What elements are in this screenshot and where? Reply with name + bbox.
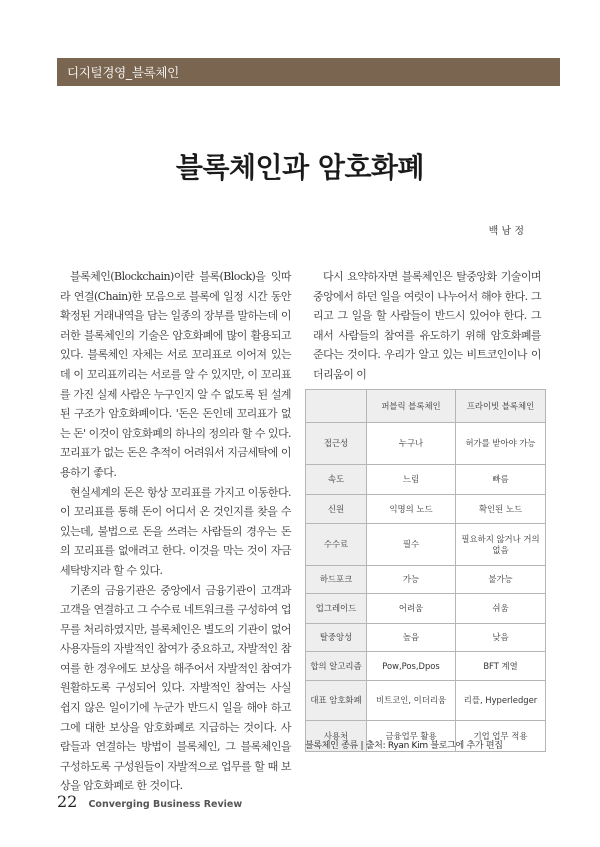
table-cell: 필수 xyxy=(367,524,456,566)
journal-name: Converging Business Review xyxy=(88,799,243,810)
body-right-column xyxy=(313,267,541,385)
table-row xyxy=(306,566,546,594)
table-row xyxy=(306,652,546,681)
table-cell: 높음 xyxy=(367,624,456,652)
table-cell: 빠름 xyxy=(456,465,546,495)
table-row-label: 대표 암호화폐 xyxy=(306,681,367,721)
table-row xyxy=(306,524,546,566)
body-paragraph: 현실세계의 돈은 항상 꼬리표를 가지고 이동한다. 이 꼬리표를 통해 돈이 어디서 온 것인지를 찾을 수 있는데, 불법으로 돈을 쓰려는 사람들의 경우는 돈의 꼬리표를 없애려고 한다. 이것을 막는 것이 자금세탁방지라 할 수 있다. xyxy=(60,485,291,577)
table-row xyxy=(306,495,546,524)
comparison-table-wrap xyxy=(305,389,545,752)
table-row-label: 업그레이드 xyxy=(306,594,367,624)
table-row-label: 접근성 xyxy=(306,423,367,465)
table-cell: 허가를 받아야 가능 xyxy=(456,423,546,465)
table-cell: 금융업무 활용 xyxy=(367,721,456,752)
body-paragraph: 기존의 금융기관은 중앙에서 금융기관이 고객과 고객을 연결하고 그 수수료 네트워크를 구성하여 업무를 처리하였지만, 블록체인은 별도의 기관이 없어 사용자들의 자발적인 참여가 중요하고, 자발적인 참여를 한 경우에도 보상을 해주어서 자발적인 참여가 원활하도록 구성되어 있다. 자발적인 참여는 사실 쉽지 않은 일이기에 누군가 반드시 일을 해야 하고 그에 대한 보상을 암호화폐로 지급하는 것이다. 사람들과 연결하는 방법이 블록체인, 그 블록체인을 구성하도록 구성원들이 자발적으로 업무를 할 때 보상을 암호화폐로 한 것이다. xyxy=(60,583,291,793)
section-label: 디지털경영_블록체인 xyxy=(67,65,179,80)
body-paragraph: 블록체인(Blockchain)이란 블록(Block)을 잇따라 연결(Chain)한 모음으로 블록에 일정 시간 동안 확정된 거래내역을 담는 일종의 장부를 말하는데 이러한 블록체인의 기술은 암호화폐에 많이 활용되고 있다. 블록체인 자체는 서로 꼬리표로 이어져 있는데 이 꼬리표끼리는 서로를 알 수 있지만, 이 꼬리표를 가진 실제 사람은 누구인지 알 수 없도록 된 설계된 구조가 암호화폐이다. '돈은 돈인데 꼬리표가 없는 돈' 이것이 암호화폐의 하나의 정의라 할 수 있다. 꼬리표가 없는 돈은 추적이 어려워서 지금세탁에 이용하기 좋다. xyxy=(60,270,291,479)
table-caption: 블록체인 종류 | 출처: Ryan Kim 블로그에 추가 편집 xyxy=(305,741,503,751)
table-cell: 리플, Hyperledger xyxy=(456,681,546,721)
section-header-bar xyxy=(57,58,560,86)
table-row xyxy=(306,594,546,624)
author-name: 백 남 정 xyxy=(488,226,524,237)
table-header-cell xyxy=(306,390,367,423)
table-cell: 확인된 노드 xyxy=(456,495,546,524)
table-row-label: 탈중앙성 xyxy=(306,624,367,652)
table-cell: 기업 업무 적용 xyxy=(456,721,546,752)
page-number: 22 xyxy=(57,792,78,811)
body-paragraph: 다시 요약하자면 블록체인은 탈중앙화 기술이며 중앙에서 하던 일을 여럿이 나누어서 해야 한다. 그리고 그 일을 할 사람들이 반드시 있어야 한다. 그래서 사람들의 참여를 유도하기 위해 암호화폐를 준다는 것이다. 우리가 알고 있는 비트코인이나 이더리움이 이 xyxy=(313,270,541,381)
table-cell: 익명의 노드 xyxy=(367,495,456,524)
article-title: 블록체인과 암호화폐 xyxy=(175,151,425,184)
table-row-label: 합의 알고리즘 xyxy=(306,652,367,681)
table-row-label: 사용처 xyxy=(306,721,367,752)
table-cell: 낮음 xyxy=(456,624,546,652)
table-cell: 느림 xyxy=(367,465,456,495)
table-row-label: 속도 xyxy=(306,465,367,495)
body-left-column xyxy=(60,267,291,796)
table-cell: 가능 xyxy=(367,566,456,594)
blockchain-comparison-table xyxy=(305,389,546,752)
table-cell: 누구나 xyxy=(367,423,456,465)
table-header-row xyxy=(306,390,546,423)
table-cell: 불가능 xyxy=(456,566,546,594)
table-cell: 쉬움 xyxy=(456,594,546,624)
table-row-label: 수수료 xyxy=(306,524,367,566)
table-cell: Pow,Pos,Dpos xyxy=(367,652,456,681)
table-cell: 어려움 xyxy=(367,594,456,624)
table-row xyxy=(306,423,546,465)
table-row xyxy=(306,465,546,495)
table-cell: 비트코인, 이더리움 xyxy=(367,681,456,721)
table-cell: BFT 계열 xyxy=(456,652,546,681)
table-row xyxy=(306,624,546,652)
table-header-cell: 퍼블릭 블록체인 xyxy=(367,390,456,423)
table-row-label: 신원 xyxy=(306,495,367,524)
table-header-cell: 프라이빗 블록체인 xyxy=(456,390,546,423)
table-cell: 필요하지 않거나 거의 없음 xyxy=(456,524,546,566)
table-row xyxy=(306,681,546,721)
table-row-label: 하드포크 xyxy=(306,566,367,594)
page-footer xyxy=(57,792,242,811)
